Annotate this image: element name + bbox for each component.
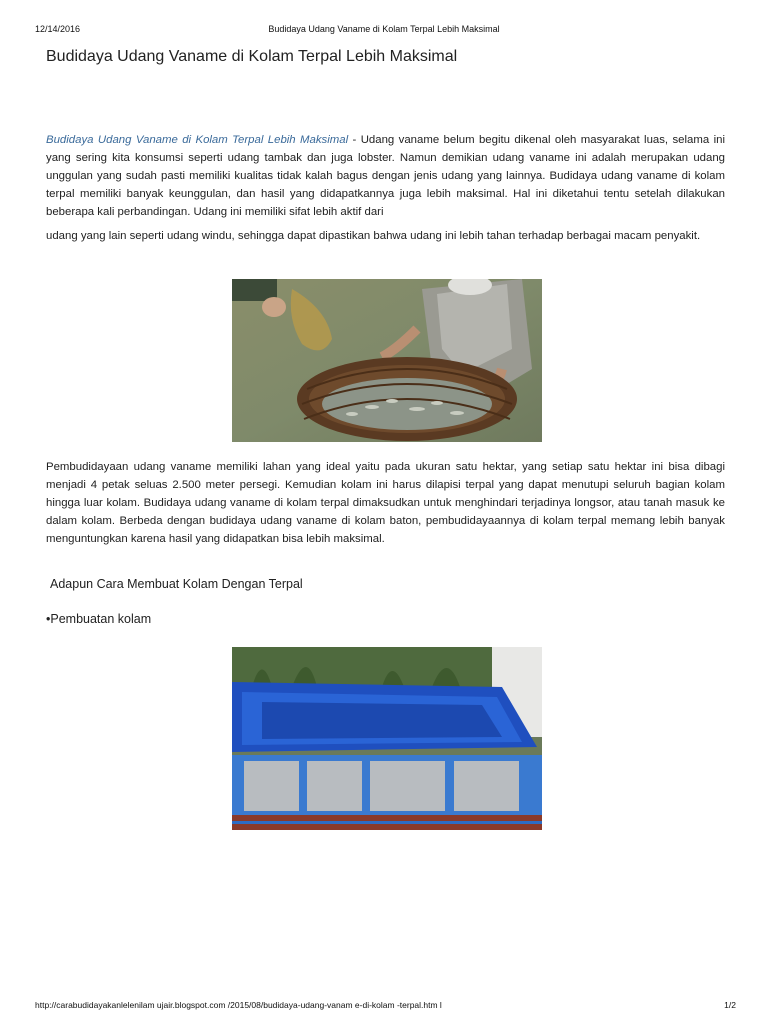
print-header-title: Budidaya Udang Vaname di Kolam Terpal Lebih Maksimal [268, 24, 500, 34]
body-paragraph: Pembudidayaan udang vaname memiliki lahan yang ideal yaitu pada ukuran satu hektar, yang setiap satu hektar ini bisa dibagi menjadi 4 petak seluas 2.500 meter persegi. Kemudian kolam ini harus dilapisi terpal yang dapat menutupi seluruh bagian kolam hingga luar kolam. Budidaya udang vaname di kolam terpal dimaksudkan untuk menghindari terjadinya longsor, atau tanah masuk ke dalam kolam. Berbeda dengan budidaya udang vaname di kolam baton, pembudidayaannya di kolam terpal memang lebih banyak menguntungkan karena hasil yang didapatkan bisa lebih maksimal. [46, 461, 725, 545]
intro-text: - Udang vaname belum begitu dikenal oleh masyarakat luas, selama ini yang sering kita konsumsi seperti udang tambak dan juga lobster. Namun demikian udang vaname ini adalah merupakan udang unggulan yang sudah pasti memiliki kualitas tidak kalah bagus dengan jenis udang yang lainnya. Budidaya udang vaname di kolam terpal memiliki banyak keunggulan, dan hasil yang didapatkannya juga lebih maksimal. Hal ini diketahui tentu setelah dilakukan beberapa kali perbandingan. Udang ini memiliki sifat lebih aktif dari [46, 134, 725, 218]
tarpaulin-pond-photo [232, 647, 542, 830]
footer-url: http://carabudidayakanlelenilam ujair.blogspot.com /2015/08/budidaya-udang-vanam e-di-kolam -terpal.htm l [35, 1000, 442, 1010]
page-number: 1/2 [724, 1000, 736, 1010]
bullet-item: •Pembuatan kolam [46, 612, 152, 626]
print-date: 12/14/2016 [35, 24, 81, 34]
article-title: Budidaya Udang Vaname di Kolam Terpal Lebih Maksimal [46, 48, 458, 65]
shrimp-basket-photo [232, 279, 542, 442]
intro-continuation: udang yang lain seperti udang windu, sehingga dapat dipastikan bahwa udang ini lebih tahan terhadap berbagai macam penyakit. [46, 230, 701, 242]
intro-paragraph [46, 131, 725, 221]
section-heading: Adapun Cara Membuat Kolam Dengan Terpal [50, 577, 303, 591]
article-title-link[interactable]: Budidaya Udang Vaname di Kolam Terpal Lebih Maksimal [46, 134, 349, 146]
